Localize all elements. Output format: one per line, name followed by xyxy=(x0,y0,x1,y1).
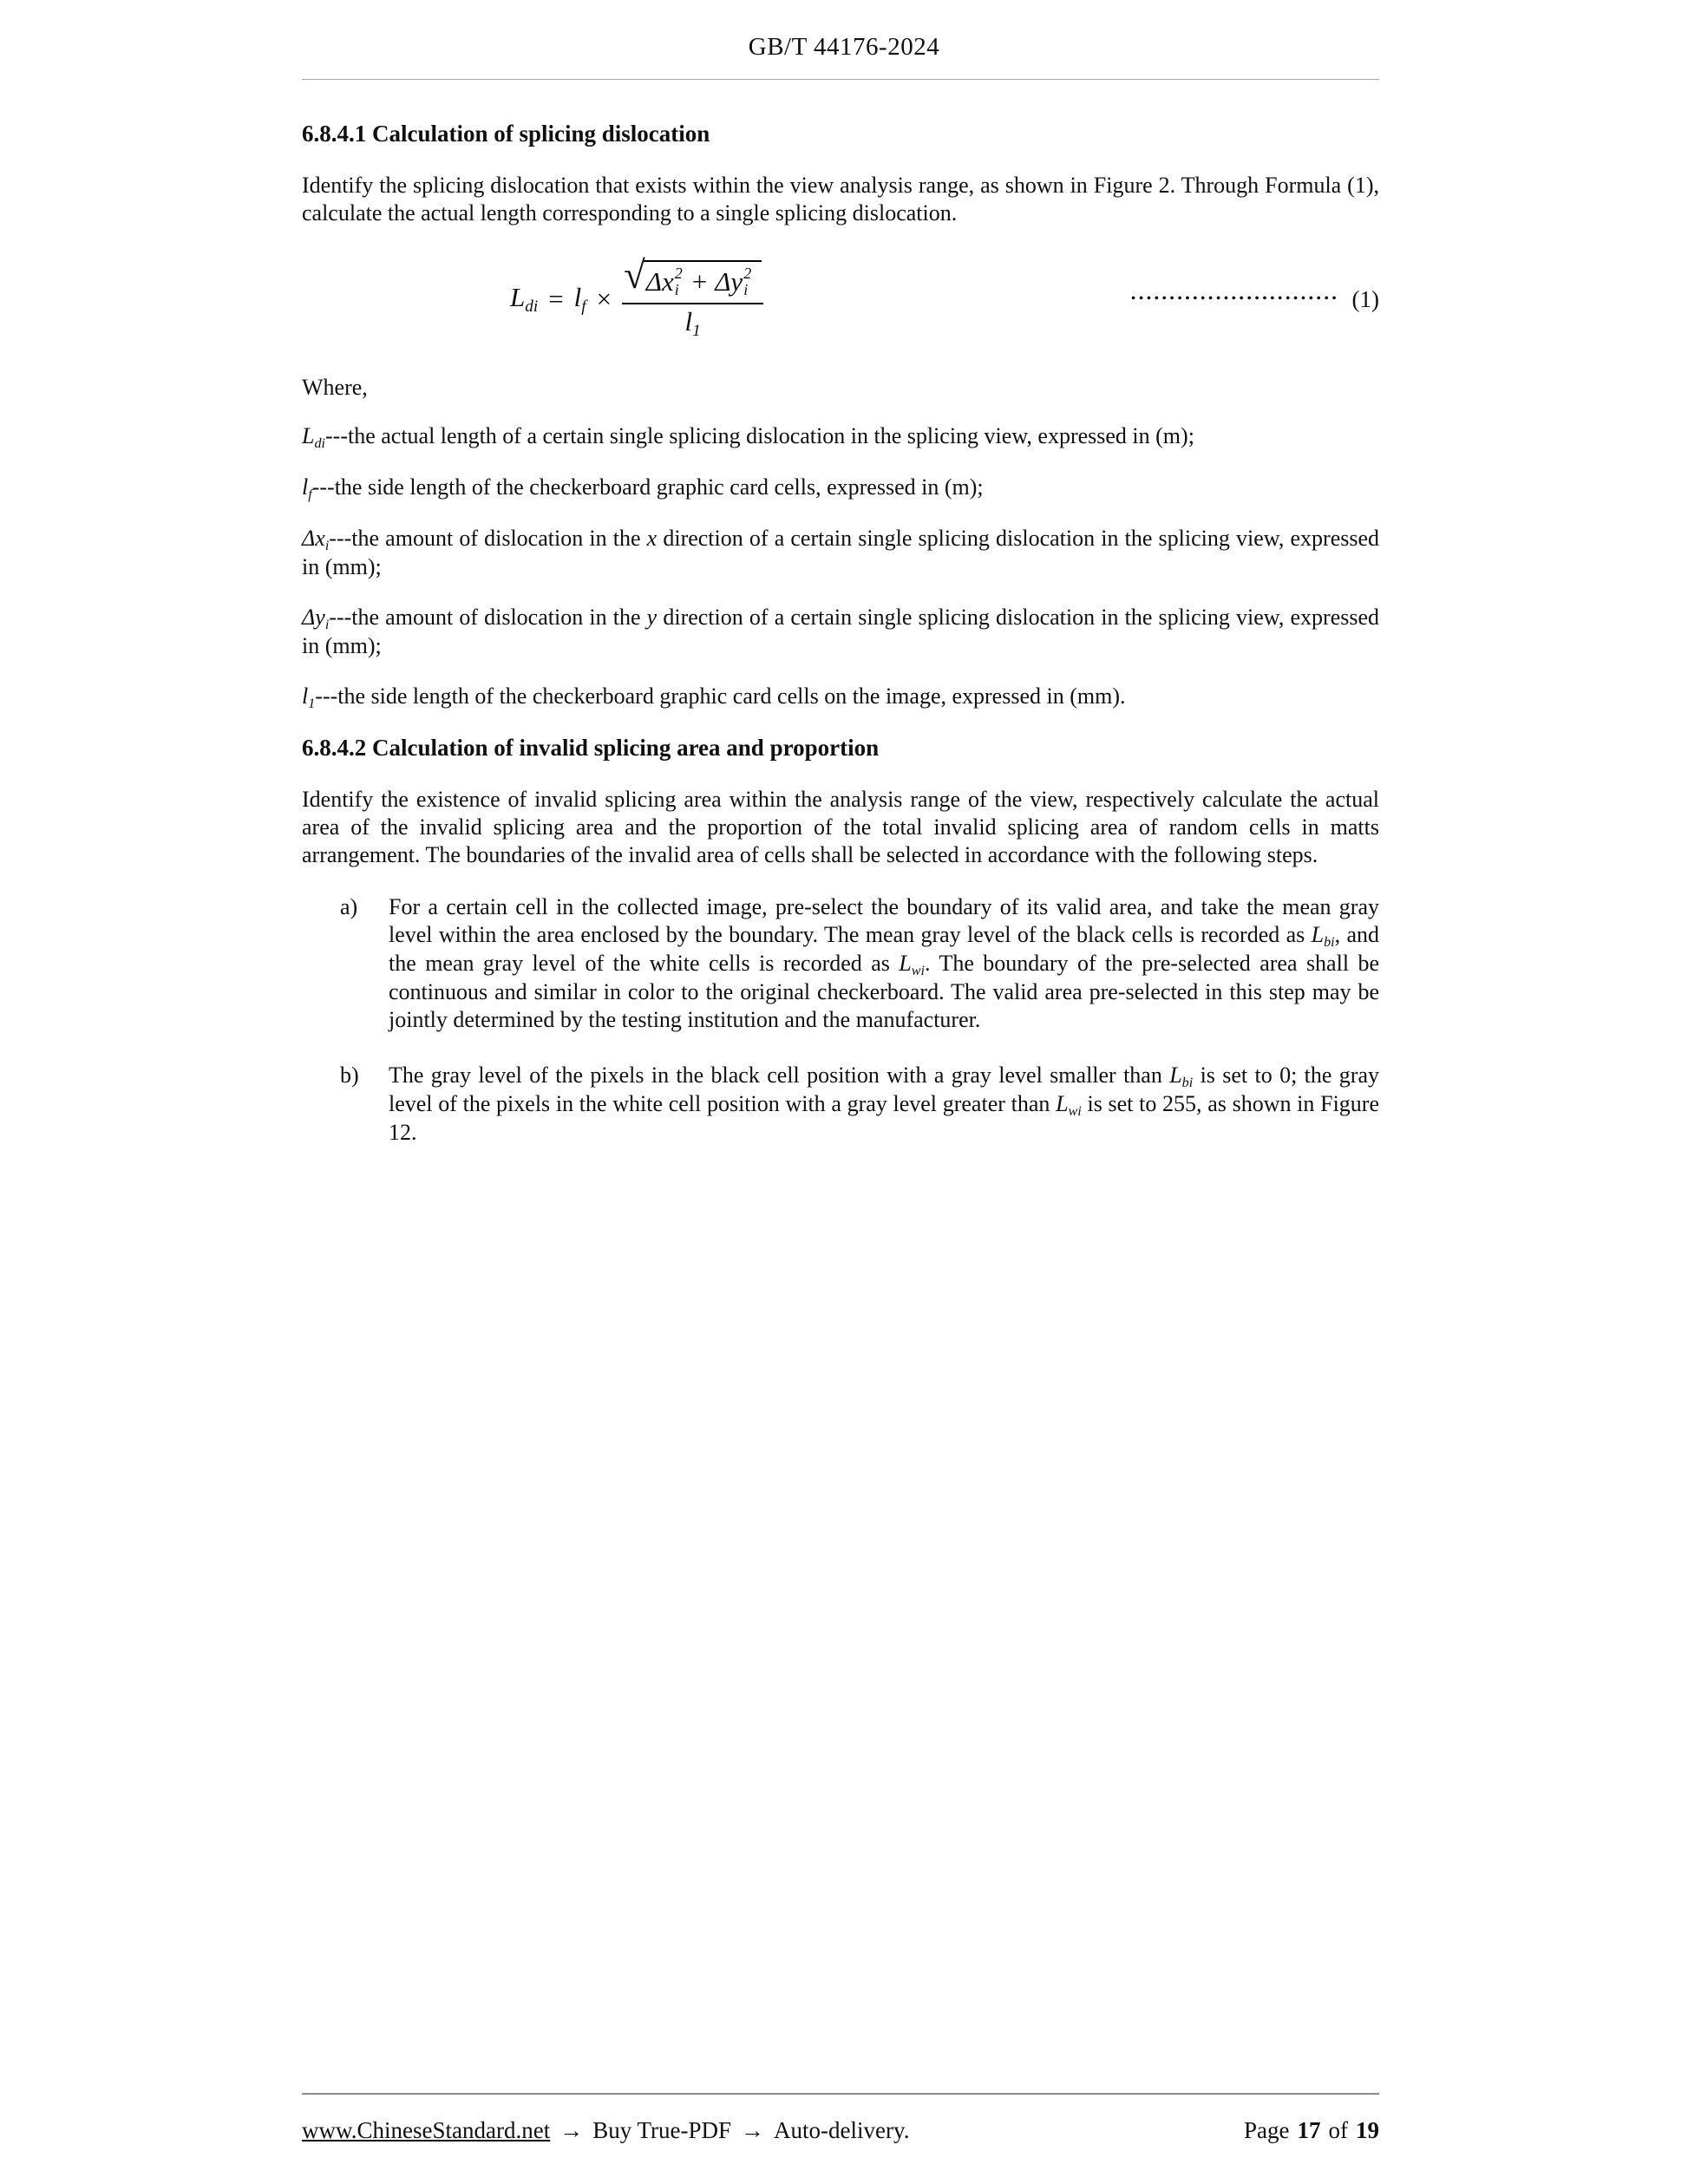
times-sign: × xyxy=(596,284,612,315)
definition-l1: $l_1--$-the side length of the checkerboard graphic card cells on the image, expressed in (mm). xyxy=(302,683,1126,711)
math-term-Lbi: $L_{bi}$ xyxy=(1311,921,1335,950)
page-footer xyxy=(302,2093,1379,2144)
math-term-Ldi: $L_{di}$ xyxy=(510,282,539,317)
math-term-lf: $l_f$ xyxy=(573,282,586,317)
list-item-a: a) For a certain cell in the collected image, pre-select the boundary of its valid area, and take the mean gray level within the area enclosed by the boundary. The mean gray level of the black cells is recorded as $L_{bi}$, and the mean gray level of the white cells is recorded as $L_{wi}$. The boundary of the pre-selected area shall be continuous and similar in color to the original checkerboard. The valid area pre-selected in this step may be jointly determined by the testing institution and the manufacturer. xyxy=(340,893,1380,1032)
definition-Ldi: $L_{di}--$-the actual length of a certain single splicing dislocation in the splicing view, expressed in (m); xyxy=(302,422,1194,451)
radical-sign: √ xyxy=(624,253,645,297)
where-label: Where, xyxy=(302,374,368,400)
list-marker-b: b) xyxy=(340,1062,359,1088)
document-body xyxy=(302,120,1379,1147)
math-term-l1: $l_1$ xyxy=(684,305,701,340)
intro-paragraph-6841: Identify the splicing dislocation that exists within the view analysis range, as shown in Figure 2. Through Formula (1), calculate the actual length corresponding to a single splicing dislocation. xyxy=(302,173,1379,226)
math-term-Lbi: $L_{bi}$ xyxy=(1169,1062,1194,1090)
of-label: of xyxy=(1328,2117,1348,2143)
arrow-right-icon: → xyxy=(559,2117,584,2143)
page-header xyxy=(0,0,1688,80)
definition-lf: $l_f--$-the side length of the checkerboard graphic card cells, expressed in (m); xyxy=(302,474,984,502)
list-marker-a: a) xyxy=(340,893,358,919)
auto-delivery-text: Auto-delivery. xyxy=(774,2117,910,2143)
footer-promo xyxy=(302,2117,909,2144)
definition-dxi: $\Delta x_i--$-the amount of dislocation in the x direction of a certain single splicing dislocation in the splicing view, expressed in (mm); xyxy=(302,525,1380,579)
section-heading-6842: 6.8.4.2 Calculation of invalid splicing area and proportion xyxy=(302,734,880,761)
fraction xyxy=(622,253,763,340)
buy-true-pdf-text: Buy True-PDF xyxy=(592,2117,732,2143)
list-item-b: b) The gray level of the pixels in the black cell position with a gray level smaller than $L_{bi}$ is set to 0; the gray level of the pixels in the white cell position with a gray level greater than $L_{wi}$ is set to 255, as shown in Figure 12. xyxy=(340,1062,1380,1145)
math-term-Lwi: $L_{wi}$ xyxy=(899,950,925,978)
page-number xyxy=(1244,2117,1379,2144)
intro-paragraph-6842: Identify the existence of invalid splicing area within the analysis range of the view, respectively calculate the actual area of the invalid splicing area and the proportion of the total invalid splicing area of random cells in matts arrangement. The boundaries of the invalid area of cells shall be selected in accordance with the following steps. xyxy=(302,786,1379,867)
square-root: √ Δx 2 i + Δy 2 i xyxy=(624,260,762,299)
math-term: $\Delta x_i$ xyxy=(302,525,330,553)
math-term: $l_f$ xyxy=(302,474,312,502)
plus-sign: + xyxy=(691,265,708,297)
standard-number: GB/T 44176-2024 xyxy=(748,33,940,61)
math-term-Lwi: $L_{wi}$ xyxy=(1056,1090,1082,1119)
math-term: $\Delta y_i$ xyxy=(302,604,330,632)
section-heading-6841: 6.8.4.1 Calculation of splicing dislocation xyxy=(302,121,710,147)
total-pages: 19 xyxy=(1356,2117,1379,2143)
formula-1-row xyxy=(302,253,1379,340)
equals-sign: = xyxy=(548,284,564,315)
header-rule xyxy=(302,79,1379,80)
arrow-right-icon: → xyxy=(741,2117,765,2143)
website-link[interactable]: www.ChineseStandard.net xyxy=(302,2117,551,2143)
equation-1 xyxy=(510,253,763,340)
definition-dyi: $\Delta y_i--$-the amount of dislocation in the y direction of a certain single splicing dislocation in the splicing view, expressed in (mm); xyxy=(302,604,1380,658)
current-page: 17 xyxy=(1297,2117,1321,2143)
equation-number: (1) xyxy=(1351,286,1379,313)
math-term: $l_1$ xyxy=(302,683,316,711)
page-label: Page xyxy=(1244,2117,1290,2143)
math-term: $L_{di}$ xyxy=(302,422,325,451)
dot-leader: ••••••••••••••••••••••••••• xyxy=(1131,292,1340,306)
